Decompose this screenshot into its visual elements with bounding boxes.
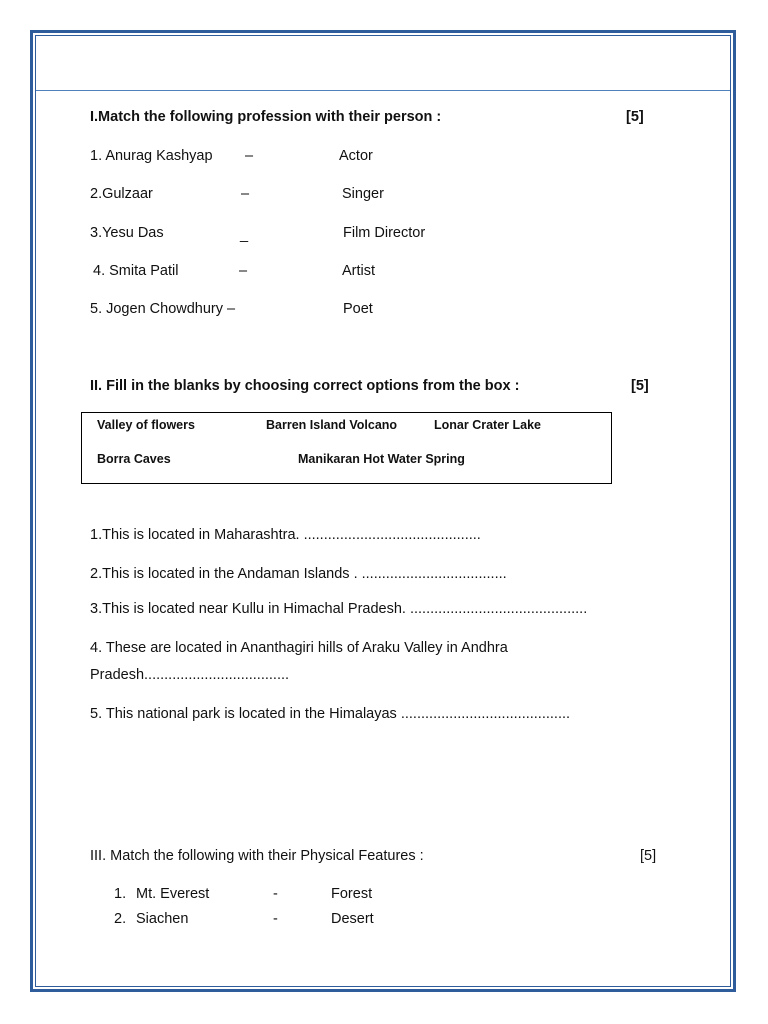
fill-question-4: 4. These are located in Ananthagiri hills of Araku Valley in Andhra	[90, 640, 508, 656]
section2-marks: [5]	[631, 378, 649, 394]
feature2-dash: -	[273, 911, 278, 927]
match2-right: Singer	[342, 186, 384, 202]
page-border-inner	[35, 35, 731, 987]
fill-question-4-cont: Pradesh....................................	[90, 667, 290, 683]
match4-left: 4. Smita Patil	[93, 263, 179, 279]
header-rule	[36, 90, 730, 91]
match1-dash: –	[245, 148, 254, 164]
match5-left: 5. Jogen Chowdhury –	[90, 301, 236, 317]
section3-marks: [5]	[640, 848, 657, 864]
match3-right: Film Director	[343, 225, 426, 241]
match2-left: 2.Gulzaar	[90, 186, 153, 202]
feature1-num: 1.	[114, 886, 127, 902]
feature2-num: 2.	[114, 911, 127, 927]
option-borra-caves: Borra Caves	[97, 452, 171, 466]
options-box	[81, 412, 612, 484]
option-manikaran-hot-water-spring: Manikaran Hot Water Spring	[298, 452, 465, 466]
match4-dash: –	[239, 263, 248, 279]
match3-dash: _	[240, 227, 249, 243]
fill-question-3: 3.This is located near Kullu in Himachal Pradesh. ............................................	[90, 601, 588, 617]
feature1-right: Forest	[331, 886, 373, 902]
option-lonar-crater-lake: Lonar Crater Lake	[434, 418, 541, 432]
match4-right: Artist	[342, 263, 376, 279]
section2-title: II. Fill in the blanks by choosing correct options from the box :	[90, 378, 520, 394]
section1-marks: [5]	[626, 109, 644, 125]
fill-question-5: 5. This national park is located in the Himalayas ..........................................	[90, 706, 571, 722]
match5-right: Poet	[343, 301, 373, 317]
option-barren-island-volcano: Barren Island Volcano	[266, 418, 398, 432]
feature1-dash: -	[273, 886, 278, 902]
fill-question-1: 1.This is located in Maharashtra. ............................................	[90, 527, 481, 543]
match3-left: 3.Yesu Das	[90, 225, 164, 241]
section1-title: I.Match the following profession with their person :	[90, 109, 442, 125]
feature2-right: Desert	[331, 911, 374, 927]
fill-question-2: 2.This is located in the Andaman Islands . ....................................	[90, 566, 507, 582]
feature1-left: Mt. Everest	[136, 886, 210, 902]
match2-dash: –	[241, 186, 250, 202]
section3-title: III. Match the following with their Physical Features :	[90, 848, 424, 864]
option-valley-of-flowers: Valley of flowers	[97, 418, 195, 432]
feature2-left: Siachen	[136, 911, 189, 927]
match1-right: Actor	[339, 148, 373, 164]
match1-left: 1. Anurag Kashyap	[90, 148, 213, 164]
